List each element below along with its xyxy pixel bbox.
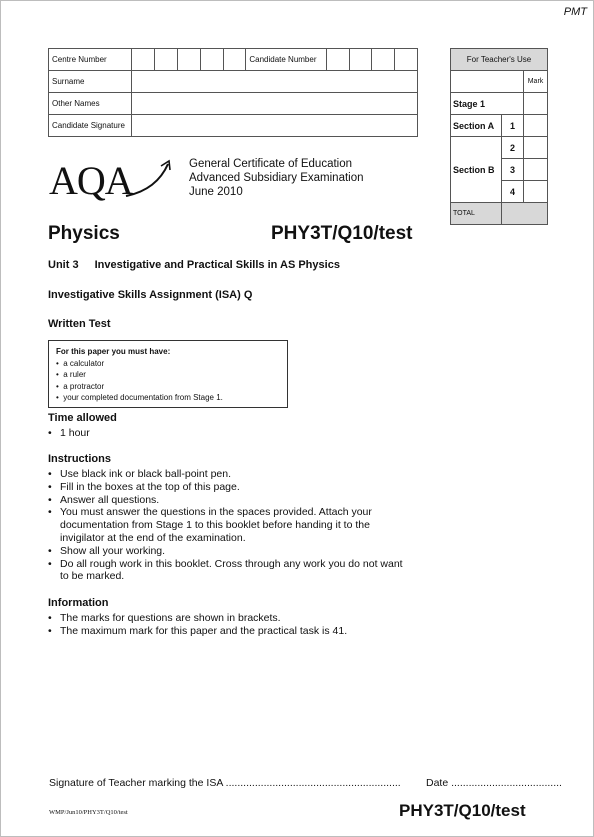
unit-number: Unit 3 bbox=[48, 259, 79, 271]
stage1-label: Stage 1 bbox=[451, 93, 524, 115]
q4-mark-cell[interactable] bbox=[524, 181, 548, 203]
teacher-use-box bbox=[450, 48, 548, 225]
list-item: • your completed documentation from Stage 1. bbox=[56, 393, 223, 402]
time-allowed-list bbox=[48, 427, 408, 440]
total-label: TOTAL bbox=[451, 203, 502, 225]
centre-number-cell[interactable] bbox=[132, 49, 155, 71]
centre-number-cell[interactable] bbox=[200, 49, 223, 71]
list-item: • You must answer the questions in the spaces provided. Attach your documentation from Stage 1 to this booklet before handing it to the invigilator at the end of the examination. bbox=[48, 506, 408, 544]
question-number: 1 bbox=[502, 115, 524, 137]
isa-title: Investigative Skills Assignment (ISA) Q bbox=[48, 289, 253, 301]
footer-reference: WMP/Jun10/PHY3T/Q10/test bbox=[49, 809, 128, 816]
q1-mark-cell[interactable] bbox=[524, 115, 548, 137]
centre-number-cell[interactable] bbox=[223, 49, 246, 71]
exam-description bbox=[189, 157, 364, 199]
section-b-label: Section B bbox=[451, 137, 502, 203]
information-list bbox=[48, 612, 408, 638]
unit-title: Investigative and Practical Skills in AS Physics bbox=[94, 259, 340, 271]
paper-code: PHY3T/Q10/test bbox=[271, 223, 413, 244]
stage1-mark-cell[interactable] bbox=[524, 93, 548, 115]
centre-number-cell[interactable] bbox=[178, 49, 201, 71]
surname-label: Surname bbox=[49, 71, 132, 93]
unit-line bbox=[48, 259, 340, 271]
aqa-logo bbox=[48, 156, 174, 202]
subject-title: Physics bbox=[48, 223, 120, 244]
teacher-use-header: For Teacher's Use bbox=[451, 49, 548, 71]
list-item: • a ruler bbox=[56, 370, 86, 379]
written-test-title: Written Test bbox=[48, 318, 111, 330]
instructions-heading: Instructions bbox=[48, 453, 111, 465]
candidate-signature-field[interactable] bbox=[132, 115, 418, 137]
other-names-field[interactable] bbox=[132, 93, 418, 115]
candidate-number-cell[interactable] bbox=[372, 49, 395, 71]
centre-number-cell[interactable] bbox=[155, 49, 178, 71]
must-have-list bbox=[56, 358, 280, 404]
blank-cell bbox=[451, 71, 524, 93]
candidate-details-box bbox=[48, 48, 418, 137]
question-number: 4 bbox=[502, 181, 524, 203]
date-line[interactable]: Date ...................................... bbox=[426, 777, 562, 789]
list-item: • Answer all questions. bbox=[48, 494, 408, 507]
list-item: • 1 hour bbox=[48, 427, 408, 440]
exam-line: Advanced Subsidiary Examination bbox=[189, 172, 364, 184]
must-have-heading: For this paper you must have: bbox=[56, 347, 171, 356]
question-number: 3 bbox=[502, 159, 524, 181]
candidate-number-cell[interactable] bbox=[349, 49, 372, 71]
list-item: • a calculator bbox=[56, 358, 105, 368]
corner-mark: PMT bbox=[563, 6, 587, 18]
time-allowed-heading: Time allowed bbox=[48, 412, 117, 424]
exam-line: General Certificate of Education bbox=[189, 158, 353, 170]
centre-number-label: Centre Number bbox=[49, 49, 132, 71]
list-item: • a protractor bbox=[56, 381, 105, 391]
exam-line: June 2010 bbox=[189, 186, 243, 198]
section-a-label: Section A bbox=[451, 115, 502, 137]
list-item: • The maximum mark for this paper and the practical task is 41. bbox=[48, 625, 408, 638]
list-item: • Fill in the boxes at the top of this page. bbox=[48, 481, 408, 494]
list-item: • Use black ink or black ball-point pen. bbox=[48, 468, 408, 481]
candidate-number-label: Candidate Number bbox=[246, 49, 326, 71]
mark-column-label: Mark bbox=[524, 71, 548, 93]
question-number: 2 bbox=[502, 137, 524, 159]
svg-text:AQA: AQA bbox=[49, 158, 133, 202]
footer-paper-code: PHY3T/Q10/test bbox=[399, 801, 526, 820]
other-names-label: Other Names bbox=[49, 93, 132, 115]
candidate-signature-label: Candidate Signature bbox=[49, 115, 132, 137]
list-item: • Do all rough work in this booklet. Cross through any work you do not want to be marked. bbox=[48, 558, 408, 584]
total-mark-cell[interactable] bbox=[502, 203, 548, 225]
q3-mark-cell[interactable] bbox=[524, 159, 548, 181]
instructions-list bbox=[48, 468, 408, 583]
q2-mark-cell[interactable] bbox=[524, 137, 548, 159]
teacher-signature-line[interactable]: Signature of Teacher marking the ISA ............................................................ bbox=[49, 777, 401, 789]
candidate-number-cell[interactable] bbox=[395, 49, 418, 71]
surname-field[interactable] bbox=[132, 71, 418, 93]
list-item: • The marks for questions are shown in brackets. bbox=[48, 612, 408, 625]
list-item: • Show all your working. bbox=[48, 545, 408, 558]
information-heading: Information bbox=[48, 597, 109, 609]
must-have-box bbox=[48, 340, 288, 408]
candidate-number-cell[interactable] bbox=[326, 49, 349, 71]
